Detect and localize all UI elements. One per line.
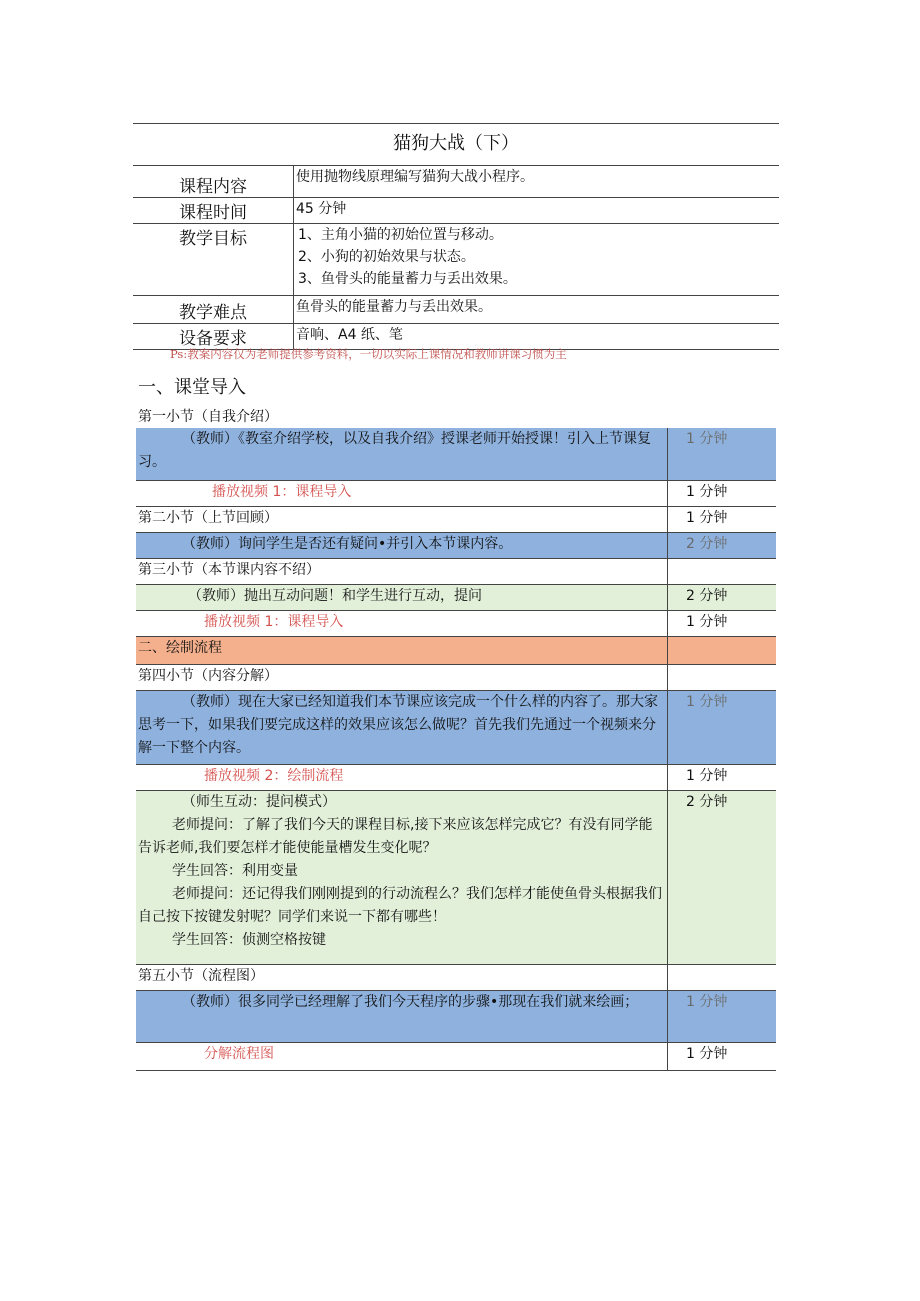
table-row bbox=[136, 584, 776, 610]
row-time: 2 分钟 bbox=[668, 532, 777, 558]
video-link[interactable]: 播放视频 1：课程导入 bbox=[212, 483, 352, 500]
content-value: 使用抛物线原理编写猫狗大战小程序。 bbox=[294, 166, 780, 198]
part-3-title: 第三小节（本节课内容不绍） bbox=[138, 561, 320, 578]
row-text: （教师）《教室介绍学校，以及自我介绍》授课老师开始授课！引入上节课复习。 bbox=[136, 428, 668, 480]
time-label: 课程时间 bbox=[133, 198, 294, 224]
table-row bbox=[136, 428, 776, 480]
row-time: 1 分钟 bbox=[668, 764, 777, 790]
row-time: 1 分钟 bbox=[668, 428, 777, 480]
table-row bbox=[136, 558, 776, 584]
row-time: 2 分钟 bbox=[668, 584, 777, 610]
table-row bbox=[136, 764, 776, 790]
section-heading-intro: 一、课堂导入 bbox=[138, 377, 246, 398]
lesson-table bbox=[136, 428, 776, 1071]
table-row bbox=[136, 610, 776, 636]
time-value: 45 分钟 bbox=[294, 198, 780, 224]
table-row bbox=[136, 964, 776, 990]
flowchart-link[interactable]: 分解流程图 bbox=[204, 1045, 274, 1062]
part-2-title: 第二小节（上节回顾） bbox=[138, 509, 278, 526]
row-time: 1 分钟 bbox=[668, 990, 777, 1042]
interaction-line: （师生互动：提问模式） bbox=[182, 793, 336, 810]
table-row bbox=[136, 664, 776, 690]
part-1-title: 第一小节（自我介绍） bbox=[138, 409, 278, 425]
row-text: （教师）现在大家已经知道我们本节课应该完成一个什么样的内容了。那大家思考一下，如果我们要完成这样的效果应该怎么做呢？首先我们先通过一个视频来分解一下整个内容。 bbox=[136, 690, 668, 764]
table-row bbox=[136, 990, 776, 1042]
goal-item: 3、鱼骨头的能量蓄力与丢出效果。 bbox=[298, 271, 517, 287]
table-row bbox=[136, 532, 776, 558]
part-4-title: 第四小节（内容分解） bbox=[138, 667, 278, 684]
content-label: 课程内容 bbox=[133, 166, 294, 198]
interaction-line: 学生回答：侦测空格按键 bbox=[172, 931, 326, 948]
row-time: 1 分钟 bbox=[668, 690, 777, 764]
row-time: 1 分钟 bbox=[668, 610, 777, 636]
ps-note: Ps:教案内容仅为老师提供参考资料，一切以实际上课情况和教师讲课习惯为主 bbox=[170, 347, 567, 361]
table-row bbox=[136, 506, 776, 532]
row-time: 1 分钟 bbox=[668, 480, 777, 506]
table-row bbox=[136, 480, 776, 506]
goal-item: 2、小狗的初始效果与状态。 bbox=[298, 249, 475, 265]
equipment-label: 设备要求 bbox=[133, 324, 294, 350]
course-info-table bbox=[133, 165, 779, 350]
row-time: 1 分钟 bbox=[668, 506, 777, 532]
section-heading-flow: 二、绘制流程 bbox=[136, 636, 668, 664]
page-title: 猫狗大战（下） bbox=[133, 123, 779, 166]
row-text: （教师）询问学生是否还有疑问•并引入本节课内容。 bbox=[136, 532, 668, 558]
row-text: （教师）抛出互动问题！和学生进行互动，提问 bbox=[136, 584, 668, 610]
row-text: （教师）很多同学已经理解了我们今天程序的步骤•那现在我们就来绘画； bbox=[136, 990, 668, 1042]
video-link[interactable]: 播放视频 1：课程导入 bbox=[204, 613, 344, 630]
video-link[interactable]: 播放视频 2：绘制流程 bbox=[204, 767, 344, 784]
table-row bbox=[136, 790, 776, 964]
interaction-line: 老师提问：了解了我们今天的课程目标,接下来应该怎样完成它？有没有同学能告诉老师,我们要怎样才能使能量槽发生变化呢？ bbox=[138, 816, 653, 856]
row-time: 2 分钟 bbox=[668, 790, 777, 964]
equipment-value: 音响、A4 纸、笔 bbox=[294, 324, 780, 350]
table-row bbox=[136, 690, 776, 764]
row-time: 1 分钟 bbox=[668, 1042, 777, 1070]
interaction-line: 学生回答：利用变量 bbox=[172, 862, 298, 879]
interaction-block bbox=[136, 790, 668, 964]
interaction-line: 老师提问：还记得我们刚刚提到的行动流程么？我们怎样才能使鱼骨头根据我们自己按下按键发射呢？同学们来说一下都有哪些！ bbox=[138, 885, 662, 925]
goals-label: 教学目标 bbox=[133, 224, 294, 296]
table-row bbox=[136, 636, 776, 664]
difficulty-label: 教学难点 bbox=[133, 296, 294, 324]
difficulty-value: 鱼骨头的能量蓄力与丢出效果。 bbox=[294, 296, 780, 324]
part-5-title: 第五小节（流程图） bbox=[138, 967, 264, 984]
goals-list bbox=[294, 224, 780, 296]
table-row bbox=[136, 1042, 776, 1070]
goal-item: 1、主角小猫的初始位置与移动。 bbox=[298, 227, 503, 243]
